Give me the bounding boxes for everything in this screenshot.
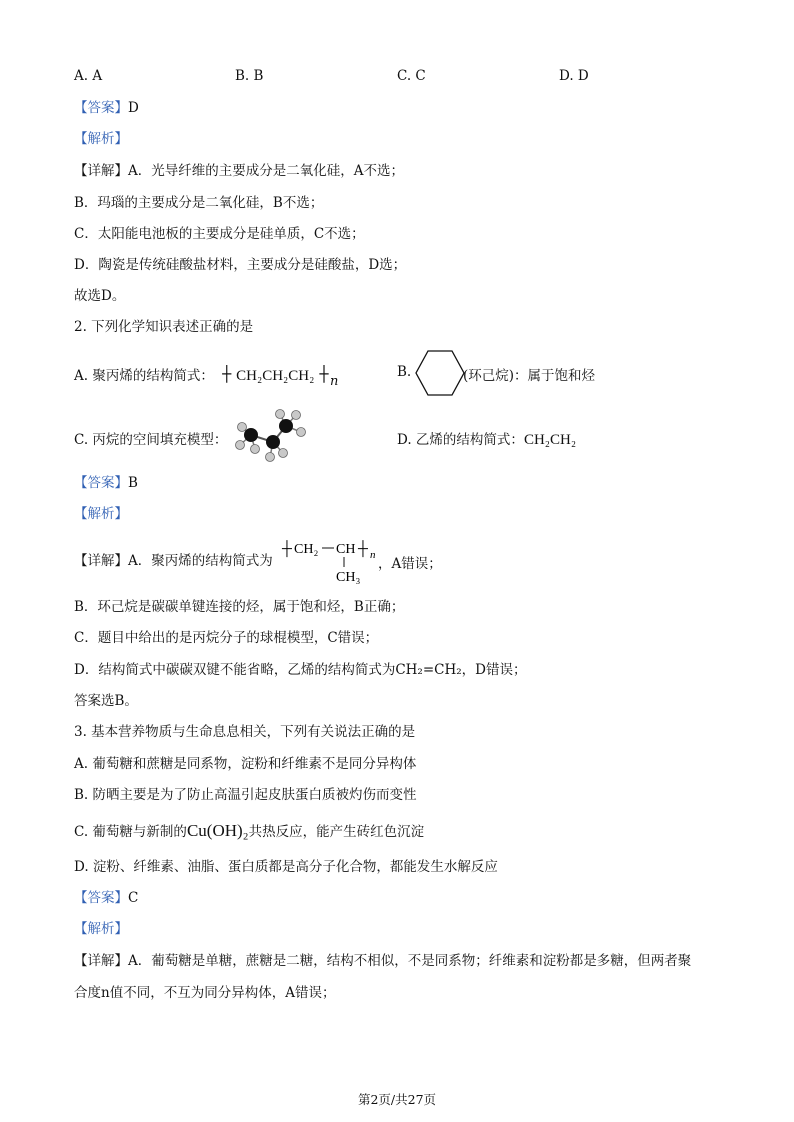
polypropylene-structure [280, 535, 380, 585]
q2-detail-a: 【详解】A．聚丙烯的结构简式为 [74, 553, 273, 569]
q1-option-c: C. C [397, 68, 426, 84]
q3-detail-a-line1: 【详解】A．葡萄糖是单糖，蔗糖是二糖，结构不相似，不是同系物；纤维素和淀粉都是多糖，但两者聚 [74, 953, 692, 969]
q1-detail-c: C．太阳能电池板的主要成分是硅单质，C不选； [74, 226, 365, 242]
q1-analysis-tag: 【解析】 [74, 131, 128, 147]
q2-option-d: D. 乙烯的结构简式：CH₂CH₂ [397, 432, 577, 448]
q1-option-b: B. B [235, 68, 264, 84]
q1-detail-a: 【详解】A．光导纤维的主要成分是二氧化硅，A不选； [74, 163, 404, 179]
q3-option-d: D. 淀粉、纤维素、油脂、蛋白质都是高分子化合物，都能发生水解反应 [74, 859, 498, 875]
q1-answer: 【答案】D [74, 100, 139, 116]
ethylene-formula: CH₂CH₂ [523, 432, 577, 448]
polymer-ch2: CH₂ [294, 542, 319, 557]
q3-option-b: B. 防晒主要是为了防止高温引起皮肤蛋白质被灼伤而变性 [74, 787, 417, 803]
q3-option-c: C. 葡萄糖与新制的Cu(OH)₂共热反应，能产生砖红色沉淀 [74, 821, 425, 840]
q2-option-b-label: B. [397, 364, 412, 380]
polymer-n: n [370, 549, 376, 561]
polymer-ch: CH [336, 542, 356, 557]
q2-option-a: A. 聚丙烯的结构简式： ┼ CH₂CH₂CH₂ ┼ n [74, 365, 339, 389]
q1-option-d: D. D [559, 68, 589, 84]
q1-detail-d: D．陶瓷是传统硅酸盐材料，主要成分是硅酸盐，D选； [74, 257, 407, 273]
q3-stem: 3. 基本营养物质与生命息息相关，下列有关说法正确的是 [74, 724, 416, 740]
page-footer: 第2页/共27页 [357, 1092, 437, 1107]
q2-option-c: C. 丙烷的空间填充模型： [74, 432, 228, 448]
propane-ball-stick-model [228, 405, 308, 465]
polypropylene-wrong-formula: CH₂CH₂CH₂ [236, 368, 315, 384]
q2-detail-c: C．题目中给出的是丙烷分子的球棍模型，C错误； [74, 630, 379, 646]
q1-detail-b: B．玛瑙的主要成分是二氧化硅，B不选； [74, 195, 324, 211]
q2-stem: 2. 下列化学知识表述正确的是 [74, 319, 254, 335]
q2-answer: 【答案】B [74, 475, 138, 491]
q1-option-a: A. A [74, 68, 103, 84]
svg-text:┼: ┼ [282, 542, 292, 557]
q2-detail-a-suffix: ，A错误； [378, 556, 442, 572]
q2-option-b: (环己烷)：属于饱和烃 [463, 368, 596, 384]
q3-answer: 【答案】C [74, 890, 139, 906]
q3-detail-a-line2: 合度n值不同，不互为同分异构体，A错误； [74, 985, 336, 1001]
q1-conclusion: 故选D。 [74, 288, 126, 304]
q2-detail-b: B．环己烷是碳碳单键连接的烃，属于饱和烃，B正确； [74, 599, 405, 615]
svg-text:┼: ┼ [358, 542, 368, 557]
q2-conclusion: 答案选B。 [74, 693, 138, 709]
q2-analysis-tag: 【解析】 [74, 506, 128, 522]
cyclohexane-structure [414, 348, 466, 398]
q2-detail-d: D．结构简式中碳碳双键不能省略，乙烯的结构简式为CH₂=CH₂，D错误； [74, 662, 527, 678]
q3-option-a: A. 葡萄糖和蔗糖是同系物，淀粉和纤维素不是同分异构体 [74, 756, 417, 772]
q3-analysis-tag: 【解析】 [74, 921, 128, 937]
copper-hydroxide-formula: Cu(OH)₂ [186, 821, 249, 840]
polymer-ch3: CH₃ [336, 570, 361, 585]
